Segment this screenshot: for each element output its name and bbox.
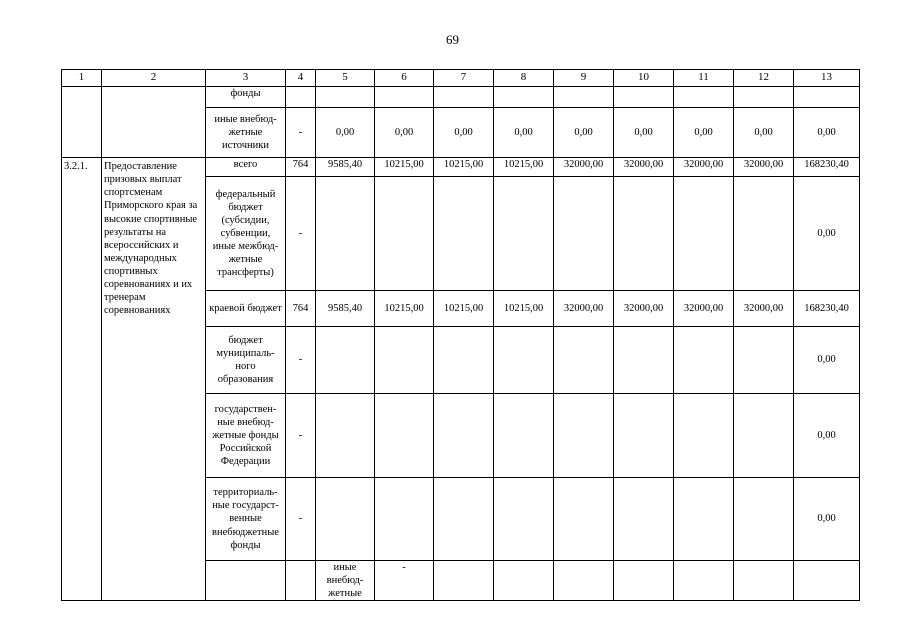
empty-cell [494, 561, 554, 601]
value-cell: 0,00 [794, 478, 860, 561]
value-cell: 10215,00 [375, 158, 434, 177]
value-cell: 32000,00 [554, 291, 614, 327]
empty-cell [674, 478, 734, 561]
empty-cell [674, 327, 734, 394]
empty-cell [554, 327, 614, 394]
header-cell: 8 [494, 70, 554, 87]
value-cell: 0,00 [794, 108, 860, 158]
value-cell: 168230,40 [794, 291, 860, 327]
funding-source-cell: бюджет муниципаль-ного образования [206, 327, 286, 394]
empty-cell [674, 561, 734, 601]
value-cell: 10215,00 [434, 158, 494, 177]
value-cell: 10215,00 [375, 291, 434, 327]
funding-source-cell: федеральный бюджет (субсидии, субвенции, иные межбюд-жетные трансферты) [206, 177, 286, 291]
funding-source-cell: иные внебюд-жетные источники [206, 108, 286, 158]
header-cell: 4 [286, 70, 316, 87]
value-cell: 0,00 [614, 108, 674, 158]
empty-cell [794, 87, 860, 108]
value-cell: 168230,40 [794, 158, 860, 177]
value-cell: 10215,00 [494, 158, 554, 177]
value-cell: 32000,00 [734, 291, 794, 327]
empty-cell [434, 394, 494, 478]
empty-cell [554, 561, 614, 601]
empty-cell [316, 478, 375, 561]
empty-cell [375, 177, 434, 291]
empty-cell [434, 561, 494, 601]
value-cell: 10215,00 [494, 291, 554, 327]
header-cell: 5 [316, 70, 375, 87]
value-cell: 9585,40 [316, 291, 375, 327]
value-cell: 764 [286, 291, 316, 327]
empty-cell [316, 177, 375, 291]
header-cell: 11 [674, 70, 734, 87]
table-row [62, 158, 860, 177]
empty-cell [554, 177, 614, 291]
value-cell: 0,00 [794, 394, 860, 478]
empty-cell [434, 478, 494, 561]
value-cell: 0,00 [554, 108, 614, 158]
header-cell: 1 [62, 70, 102, 87]
value-cell: - [286, 394, 316, 478]
empty-cell [316, 87, 375, 108]
empty-cell [554, 394, 614, 478]
table-row [62, 87, 860, 108]
header-cell: 13 [794, 70, 860, 87]
value-cell: 0,00 [316, 108, 375, 158]
value-cell: 32000,00 [554, 158, 614, 177]
empty-cell [614, 327, 674, 394]
empty-cell [375, 478, 434, 561]
empty-cell [734, 87, 794, 108]
empty-cell [614, 394, 674, 478]
value-cell: 32000,00 [614, 291, 674, 327]
empty-cell [375, 327, 434, 394]
item-number: 3.2.1. [62, 158, 102, 601]
value-cell: - [286, 108, 316, 158]
empty-cell [494, 327, 554, 394]
funding-source-cell: краевой бюджет [206, 291, 286, 327]
empty-cell [494, 394, 554, 478]
empty-cell [375, 394, 434, 478]
empty-cell [316, 394, 375, 478]
header-row [62, 70, 860, 87]
value-cell: 0,00 [494, 108, 554, 158]
funding-source-cell: всего [206, 158, 286, 177]
item-name: Предоставление призовых выплат спортсменам Приморского края за высокие спортивные результаты на всероссийских и международных спортивных соревнованиях и их тренерам соревнованиях [102, 158, 206, 601]
empty-cell [734, 327, 794, 394]
value-cell: 0,00 [734, 108, 794, 158]
empty-cell [494, 177, 554, 291]
empty-cell [674, 87, 734, 108]
empty-cell [434, 177, 494, 291]
empty-cell [494, 478, 554, 561]
header-cell: 7 [434, 70, 494, 87]
value-cell: 10215,00 [434, 291, 494, 327]
empty-cell [734, 561, 794, 601]
empty-cell [614, 561, 674, 601]
value-cell: 32000,00 [674, 158, 734, 177]
empty-cell [62, 87, 102, 158]
header-cell: 9 [554, 70, 614, 87]
value-cell: 9585,40 [316, 158, 375, 177]
empty-cell [614, 87, 674, 108]
value-cell: 32000,00 [674, 291, 734, 327]
empty-cell [614, 177, 674, 291]
value-cell: 764 [286, 158, 316, 177]
value-cell: 0,00 [794, 327, 860, 394]
value-cell: 0,00 [674, 108, 734, 158]
value-cell: 32000,00 [614, 158, 674, 177]
empty-cell [375, 87, 434, 108]
value-cell: - [286, 478, 316, 561]
funding-source-cell: государствен-ные внебюд-жетные фонды Российской Федерации [206, 394, 286, 478]
funding-source-cell: фонды [206, 87, 286, 108]
empty-cell [674, 394, 734, 478]
empty-cell [102, 87, 206, 158]
value-cell: - [286, 177, 316, 291]
value-cell: 0,00 [375, 108, 434, 158]
empty-cell [434, 327, 494, 394]
empty-cell [674, 177, 734, 291]
header-cell: 12 [734, 70, 794, 87]
empty-cell [794, 561, 860, 601]
empty-cell [554, 87, 614, 108]
header-cell: 6 [375, 70, 434, 87]
empty-cell [316, 327, 375, 394]
empty-cell [614, 478, 674, 561]
value-cell: - [286, 327, 316, 394]
empty-cell [734, 478, 794, 561]
empty-cell [286, 87, 316, 108]
value-cell: - [375, 561, 434, 601]
header-cell: 2 [102, 70, 206, 87]
empty-cell [434, 87, 494, 108]
page-number: 69 [446, 32, 459, 47]
header-cell: 3 [206, 70, 286, 87]
funding-source-cell: иные внебюд-жетные [316, 561, 375, 601]
budget-table [61, 69, 860, 601]
value-cell: 32000,00 [734, 158, 794, 177]
funding-source-cell: территориаль-ные государст-венные внебюджетные фонды [206, 478, 286, 561]
empty-cell [494, 87, 554, 108]
empty-cell [734, 394, 794, 478]
value-cell: 0,00 [434, 108, 494, 158]
empty-cell [554, 478, 614, 561]
empty-cell [734, 177, 794, 291]
header-cell: 10 [614, 70, 674, 87]
value-cell: 0,00 [794, 177, 860, 291]
